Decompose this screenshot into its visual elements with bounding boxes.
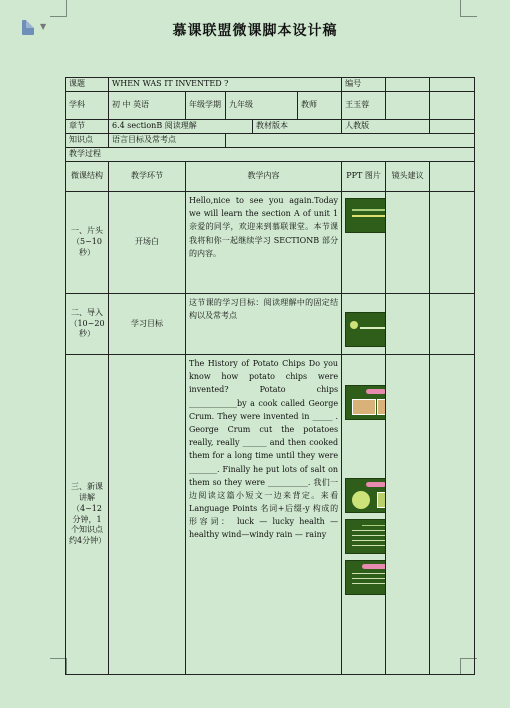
subject-value: 初 中 英语 bbox=[109, 92, 186, 120]
knowledge-extra bbox=[226, 134, 475, 148]
topic-value: WHEN WAS IT INVENTED ? bbox=[109, 78, 342, 92]
semester-value: 九年级 bbox=[226, 92, 298, 120]
ppt-thumbnail-lesson bbox=[345, 312, 386, 347]
topic-label: 课题 bbox=[66, 78, 109, 92]
ppt-thumbnail-title bbox=[345, 198, 386, 233]
row2-structure: 二、导入（10~20秒） bbox=[66, 294, 109, 355]
row1-ppt bbox=[342, 192, 386, 294]
row2-content: 这节课的学习目标：阅读理解中的固定结构以及常考点 bbox=[186, 294, 342, 355]
edition-value: 人教版 bbox=[342, 120, 430, 134]
teacher-extra-2 bbox=[430, 92, 475, 120]
row1-extra bbox=[430, 192, 475, 294]
header-step: 教学环节 bbox=[109, 162, 186, 192]
row2-step: 学习目标 bbox=[109, 294, 186, 355]
edition-extra bbox=[430, 120, 475, 134]
teacher-value: 王玉蓉 bbox=[342, 92, 386, 120]
header-extra bbox=[430, 162, 475, 192]
subject-label: 学科 bbox=[66, 92, 109, 120]
crop-mark-top-right bbox=[460, 0, 477, 17]
crop-mark-top-left bbox=[50, 0, 67, 17]
script-table bbox=[65, 77, 475, 675]
row1-camera bbox=[386, 192, 430, 294]
teacher-label: 教师 bbox=[298, 92, 342, 120]
row3-step bbox=[109, 355, 186, 675]
row1-content: Hello,nice to see you again.Today we will learn the section A of unit 1 亲爱的同学，欢迎来到慕联课堂。本节课我将和你一起继续学习 SECTIONB 部分的内容。 bbox=[186, 192, 342, 294]
row2-extra bbox=[430, 294, 475, 355]
ppt-thumbnail-language-points bbox=[345, 560, 386, 595]
number-extra bbox=[430, 78, 475, 92]
row3-extra bbox=[430, 355, 475, 675]
chapter-label: 章节 bbox=[66, 120, 109, 134]
chapter-value: 6.4 sectionB 阅读理解 bbox=[109, 120, 253, 134]
ppt-thumbnail-potato-history bbox=[345, 385, 386, 420]
row2-ppt bbox=[342, 294, 386, 355]
knowledge-label: 知识点 bbox=[66, 134, 109, 148]
number-label: 编号 bbox=[342, 78, 386, 92]
row1-step: 开场白 bbox=[109, 192, 186, 294]
page-title: 慕课联盟微课脚本设计稿 bbox=[172, 23, 338, 39]
ppt-thumbnail-reading-text bbox=[345, 519, 386, 554]
header-structure: 微课结构 bbox=[66, 162, 109, 192]
row2-camera bbox=[386, 294, 430, 355]
row3-content: The History of Potato Chips Do you know how potato chips were invented? Potato chips ____________by a cook called George Crum. They were invented in _____ . George Crum cut the potatoes really, really ______ and then cooked them for a long time until they were _______. Finally he put lots of salt on them so they were __________. 我们一边阅读这篇小短文一边来背定。来看 Language Points 名词+后缀-y 构成的形容词： luck — lucky health — healthy wind—windy rain — rainy bbox=[186, 355, 342, 675]
number-value bbox=[386, 78, 430, 92]
process-label: 教学过程 bbox=[66, 148, 475, 162]
row3-camera bbox=[386, 355, 430, 675]
header-ppt: PPT 图片 bbox=[342, 162, 386, 192]
row3-ppt bbox=[342, 355, 386, 675]
header-camera: 镜头建议 bbox=[386, 162, 430, 192]
semester-label: 年级学期 bbox=[186, 92, 226, 120]
row1-structure: 一、片头（5~10秒） bbox=[66, 192, 109, 294]
ppt-thumbnail-potato-chips bbox=[345, 478, 386, 513]
knowledge-value: 语言目标及常考点 bbox=[109, 134, 226, 148]
header-content: 教学内容 bbox=[186, 162, 342, 192]
row3-structure: 三、新课讲解（4~12分钟，1个知识点约4分钟） bbox=[66, 355, 109, 675]
teacher-extra-1 bbox=[386, 92, 430, 120]
edition-label: 教材版本 bbox=[253, 120, 342, 134]
chevron-down-icon[interactable]: ▼ bbox=[40, 22, 47, 31]
